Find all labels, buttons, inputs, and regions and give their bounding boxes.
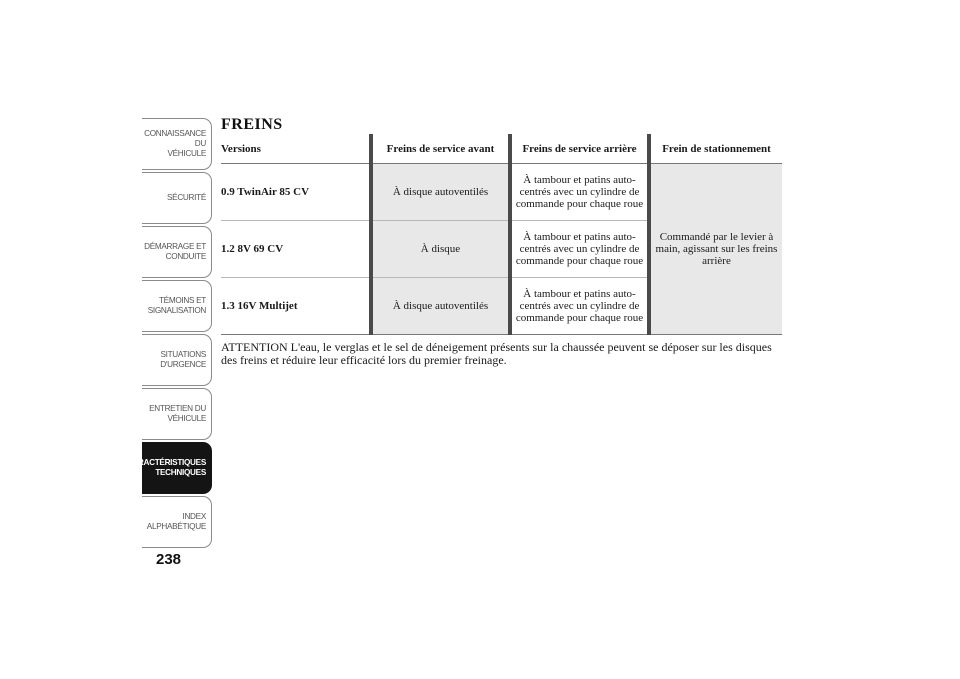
rear-brake-cell: À tambour et patins auto-centrés avec un cylindre de commande pour chaque roue xyxy=(510,164,649,221)
warning-note: ATTENTION L'eau, le verglas et le sel de déneigement présents sur la chaussée peuvent se déposer sur les disques des freins et réduire leur efficacité lors du premier freinage. xyxy=(221,340,772,367)
tab-entretien-du-vehicule[interactable]: ENTRETIEN DU VÉHICULE xyxy=(142,388,212,440)
tab-index-alphabetique[interactable]: INDEX ALPHABÉTIQUE xyxy=(142,496,212,548)
front-brake-cell: À disque autoventilés xyxy=(371,164,510,221)
header-front-brakes: Freins de service avant xyxy=(371,134,510,164)
tab-temoins-et-signalisation[interactable]: TÉMOINS ET SIGNALISATION xyxy=(142,280,212,332)
tab-situations-d-urgence[interactable]: SITUATIONS D'URGENCE xyxy=(142,334,212,386)
brakes-table xyxy=(221,134,782,335)
page-number: 238 xyxy=(156,551,182,568)
tab-demarrage-et-conduite[interactable]: DÉMARRAGE ET CONDUITE xyxy=(142,226,212,278)
tab-connaissance-du-vehicule[interactable]: CONNAISSANCE DU VÉHICULE xyxy=(142,118,212,170)
tab-securite[interactable]: SÉCURITÉ xyxy=(142,172,212,224)
front-brake-cell: À disque autoventilés xyxy=(371,278,510,335)
header-parking-brake: Frein de stationnement xyxy=(649,134,782,164)
parking-brake-cell: Commandé par le levier à main, agissant sur les freins arrière xyxy=(649,164,782,335)
front-brake-cell: À disque xyxy=(371,221,510,278)
version-cell: 1.3 16V Multijet xyxy=(221,278,371,335)
section-title: FREINS xyxy=(221,116,283,133)
rear-brake-cell: À tambour et patins auto-centrés avec un cylindre de commande pour chaque roue xyxy=(510,278,649,335)
table-row xyxy=(221,164,782,221)
header-versions: Versions xyxy=(221,134,371,164)
version-cell: 1.2 8V 69 CV xyxy=(221,221,371,278)
tab-caracteristiques-techniques[interactable]: CARACTÉRISTIQUES TECHNIQUES xyxy=(142,442,212,494)
version-cell: 0.9 TwinAir 85 CV xyxy=(221,164,371,221)
table-header-row xyxy=(221,134,782,164)
header-rear-brakes: Freins de service arrière xyxy=(510,134,649,164)
rear-brake-cell: À tambour et patins auto-centrés avec un cylindre de commande pour chaque roue xyxy=(510,221,649,278)
